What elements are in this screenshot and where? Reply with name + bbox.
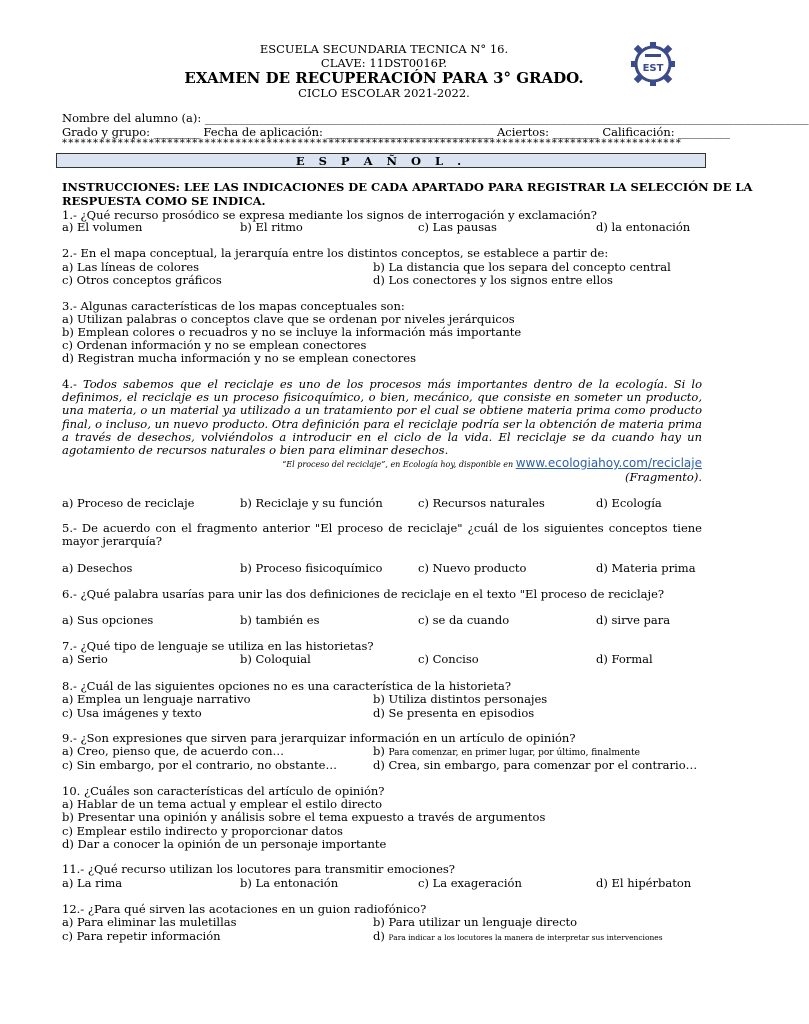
q4-passage-text: Todos sabemos que el reciclaje es uno de los procesos más importantes dentro de la ecología. Si lo definimos, el reciclaje es un proceso fisicoquímico, o bien, mecánico, que consiste en someter un producto, una materia, o un material ya utilizado a un tratamiento por el cual se obtiene materia prima como producto final, o incluso, un nuevo producto. Otra definición para el reciclaje podría ser la obtención de materia prima a través de desechos, volviéndolos a introducir en el ciclo de la vida. El reciclaje se da cuando hay un agotamiento de recursos naturales o bien para eliminar desechos. [62,377,703,458]
q1-option-d: d) la entonación [596,220,691,234]
q2-option-b: b) La distancia que los separa del concepto central [373,260,671,274]
q12-option-b: b) Para utilizar un lenguaje directo [373,915,578,929]
q11-option-d: d) El hipérbaton [596,876,692,890]
q12-option-d [373,930,663,944]
q9-option-b-text: Para comenzar, en primer lugar, por último, finalmente [388,748,640,758]
school-logo [630,41,676,87]
question-1: 1.- ¿Qué recurso prosódico se expresa mediante los signos de interrogación y exclamación? [62,208,597,222]
q3-option-a: a) Utilizan palabras o conceptos clave que se ordenan por niveles jerárquicos [62,312,515,326]
question-2: 2.- En el mapa conceptual, la jerarquía entre los distintos conceptos, se establece a partir de: [62,246,609,260]
question-12: 12.- ¿Para qué sirven las acotaciones en un guion radiofónico? [62,902,427,916]
student-name-field: Nombre del alumno (a): _________________________________________________________________________________________________________ [62,111,809,125]
q12-option-c: c) Para repetir información [62,929,221,943]
q12-option-d-text: Para indicar a los locutores la manera de interpretar sus intervenciones [388,933,663,942]
q9-option-a: a) Creo, pienso que, de acuerdo con… [62,744,284,758]
q5-option-b: b) Proceso fisicoquímico [240,561,383,575]
q7-option-b: b) Coloquial [240,652,311,666]
q1-option-a: a) El volumen [62,220,143,234]
question-5-line-2: mayor jerarquía? [62,534,163,548]
instructions-line-1: INSTRUCCIONES: LEE LAS INDICACIONES DE CADA APARTADO PARA REGISTRAR LA SELECCIÓN DE LA [62,180,753,194]
question-9: 9.- ¿Son expresiones que sirven para jerarquizar información en un artículo de opinión? [62,731,576,745]
exam-title: EXAMEN DE RECUPERACIÓN PARA 3° GRADO. [184,69,584,87]
q4-option-d: d) Ecología [596,496,662,510]
q5-option-d: d) Materia prima [596,561,696,575]
q4-source-text: “El proceso del reciclaje”, en Ecología hoy, disponible en [282,460,514,469]
q4-option-b: b) Reciclaje y su función [240,496,383,510]
q8-option-d: d) Se presenta en episodios [373,706,535,720]
q3-option-c: c) Ordenan información y no se emplean conectores [62,338,367,352]
q3-option-b: b) Emplean colores o recuadros y no se incluye la información más importante [62,325,522,339]
q6-option-c: c) se da cuando [418,613,510,627]
school-cycle: CICLO ESCOLAR 2021-2022. [298,86,470,100]
q7-option-d: d) Formal [596,652,653,666]
school-name: ESCUELA SECUNDARIA TECNICA N° 16. [259,42,509,56]
question-10: 10. ¿Cuáles son características del artículo de opinión? [62,784,385,798]
q7-option-a: a) Serio [62,652,108,666]
question-5-line-1: 5.- De acuerdo con el fragmento anterior "El proceso de reciclaje" ¿cuál de los siguientes conceptos tiene [62,521,702,535]
q9-option-b-letter: b) [373,744,385,758]
q3-option-d: d) Registran mucha información y no se emplean conectores [62,351,416,365]
grade-date-score-fields: Grado y grupo: ________ Fecha de aplicación: _____________________________ Aciertos: ________ Calificación: _________ [62,125,731,139]
q6-option-a: a) Sus opciones [62,613,154,627]
school-key: CLAVE: 11DST0016P. [320,56,448,70]
q5-option-c: c) Nuevo producto [418,561,527,575]
q4-source [282,456,702,470]
q4-source-link[interactable]: www.ecologiahoy.com/reciclaje [515,456,702,470]
q11-option-c: c) La exageración [418,876,522,890]
instructions-line-2: RESPUESTA COMO SE INDICA. [62,194,266,208]
question-6: 6.- ¿Qué palabra usarías para unir las dos definiciones de reciclaje en el texto "El proceso de reciclaje? [62,587,665,601]
section-title: E S P A Ñ O L . [56,153,706,168]
q10-option-a: a) Hablar de un tema actual y emplear el estilo directo [62,797,383,811]
q4-number: 4.- [62,377,77,391]
q8-option-c: c) Usa imágenes y texto [62,706,202,720]
q7-option-c: c) Conciso [418,652,479,666]
q4-option-c: c) Recursos naturales [418,496,545,510]
q2-option-d: d) Los conectores y los signos entre ellos [373,273,613,287]
q4-fragment-note: (Fragmento). [625,470,702,484]
q1-option-b: b) El ritmo [240,220,303,234]
q6-option-b: b) también es [240,613,320,627]
q2-option-c: c) Otros conceptos gráficos [62,273,222,287]
q11-option-a: a) La rima [62,876,123,890]
separator-stars: **************************************************************************************************** [62,138,682,149]
q8-option-b: b) Utiliza distintos personajes [373,692,548,706]
svg-text:EST: EST [642,63,664,74]
q12-option-a: a) Para eliminar las muletillas [62,915,237,929]
question-11: 11.- ¿Qué recurso utilizan los locutores para transmitir emociones? [62,862,455,876]
q10-option-b: b) Presentar una opinión y análisis sobre el tema expuesto a través de argumentos [62,810,546,824]
q12-option-d-letter: d) [373,929,385,943]
q9-option-d: d) Crea, sin embargo, para comenzar por el contrario… [373,758,698,772]
q8-option-a: a) Emplea un lenguaje narrativo [62,692,251,706]
q4-option-a: a) Proceso de reciclaje [62,496,195,510]
q6-option-d: d) sirve para [596,613,671,627]
question-3: 3.- Algunas características de los mapas conceptuales son: [62,299,405,313]
q4-passage [62,378,702,457]
q5-option-a: a) Desechos [62,561,133,575]
q9-option-c: c) Sin embargo, por el contrario, no obstante… [62,758,337,772]
q1-option-c: c) Las pausas [418,220,497,234]
question-7: 7.- ¿Qué tipo de lenguaje se utiliza en las historietas? [62,639,374,653]
q11-option-b: b) La entonación [240,876,339,890]
q10-option-d: d) Dar a conocer la opinión de un personaje importante [62,837,387,851]
q2-option-a: a) Las líneas de colores [62,260,200,274]
q10-option-c: c) Emplear estilo indirecto y proporcionar datos [62,824,343,838]
question-8: 8.- ¿Cuál de las siguientes opciones no es una característica de la historieta? [62,679,511,693]
